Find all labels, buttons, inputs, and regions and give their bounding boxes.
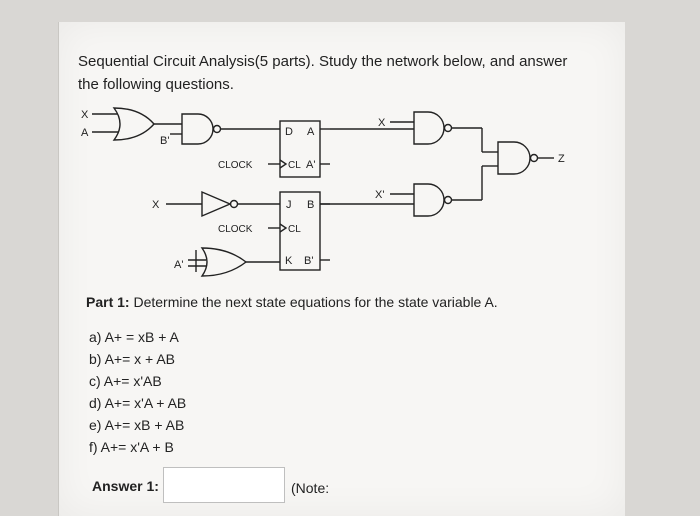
option-c: c) A+= x'AB	[89, 373, 162, 389]
option-a: a) A+ = xB + A	[89, 329, 179, 345]
ff-d-cl: CL	[288, 160, 301, 171]
question-title-line1: Sequential Circuit Analysis(5 parts). Study the network below, and answer	[78, 53, 568, 70]
label-z: Z	[558, 153, 565, 165]
ff-jk-b-prime: B'	[304, 255, 314, 267]
question-title	[78, 50, 598, 96]
answer-label: Answer 1:	[92, 478, 159, 494]
label-clock-d: CLOCK	[218, 160, 253, 171]
option-f: f) A+= x'A + B	[89, 439, 174, 455]
ff-jk-b: B	[307, 199, 315, 211]
or-gate-1	[114, 108, 154, 140]
ff-d-a-prime: A'	[306, 159, 316, 171]
ff-jk-j: J	[286, 199, 292, 211]
option-b: b) A+= x + AB	[89, 351, 176, 367]
ff-d-d: D	[285, 126, 293, 138]
label-b-prime: B'	[160, 135, 170, 147]
ff-jk-k: K	[285, 255, 293, 267]
label-x-prime-right: X'	[375, 189, 385, 201]
option-d: d) A+= x'A + AB	[89, 395, 187, 411]
part1-heading	[86, 294, 498, 310]
answer-input[interactable]	[163, 467, 285, 503]
nand-gate-right-1	[414, 112, 444, 144]
label-a-prime: A'	[174, 259, 184, 271]
label-clock-jk: CLOCK	[218, 224, 253, 235]
label-x-top: X	[81, 109, 89, 121]
part1-heading-bold: Part 1:	[86, 294, 130, 310]
circuit-diagram	[78, 100, 598, 285]
label-x-right: X	[378, 117, 386, 129]
ff-jk-cl: CL	[288, 224, 301, 235]
inverter	[202, 192, 230, 216]
ff-d-a: A	[307, 126, 315, 138]
options-list	[89, 326, 186, 458]
nand-gate-1	[182, 114, 213, 144]
nand-gate-right-2	[414, 184, 444, 216]
nand-gate-output	[498, 142, 530, 174]
part1-heading-text: Determine the next state equations for the state variable A.	[129, 294, 498, 310]
question-title-line2: the following questions.	[78, 76, 234, 93]
option-e: e) A+= xB + AB	[89, 417, 185, 433]
or-gate-2	[202, 248, 246, 276]
label-a-top: A	[81, 127, 89, 139]
label-x-mid: X	[152, 199, 160, 211]
answer-note: (Note:	[291, 480, 330, 496]
